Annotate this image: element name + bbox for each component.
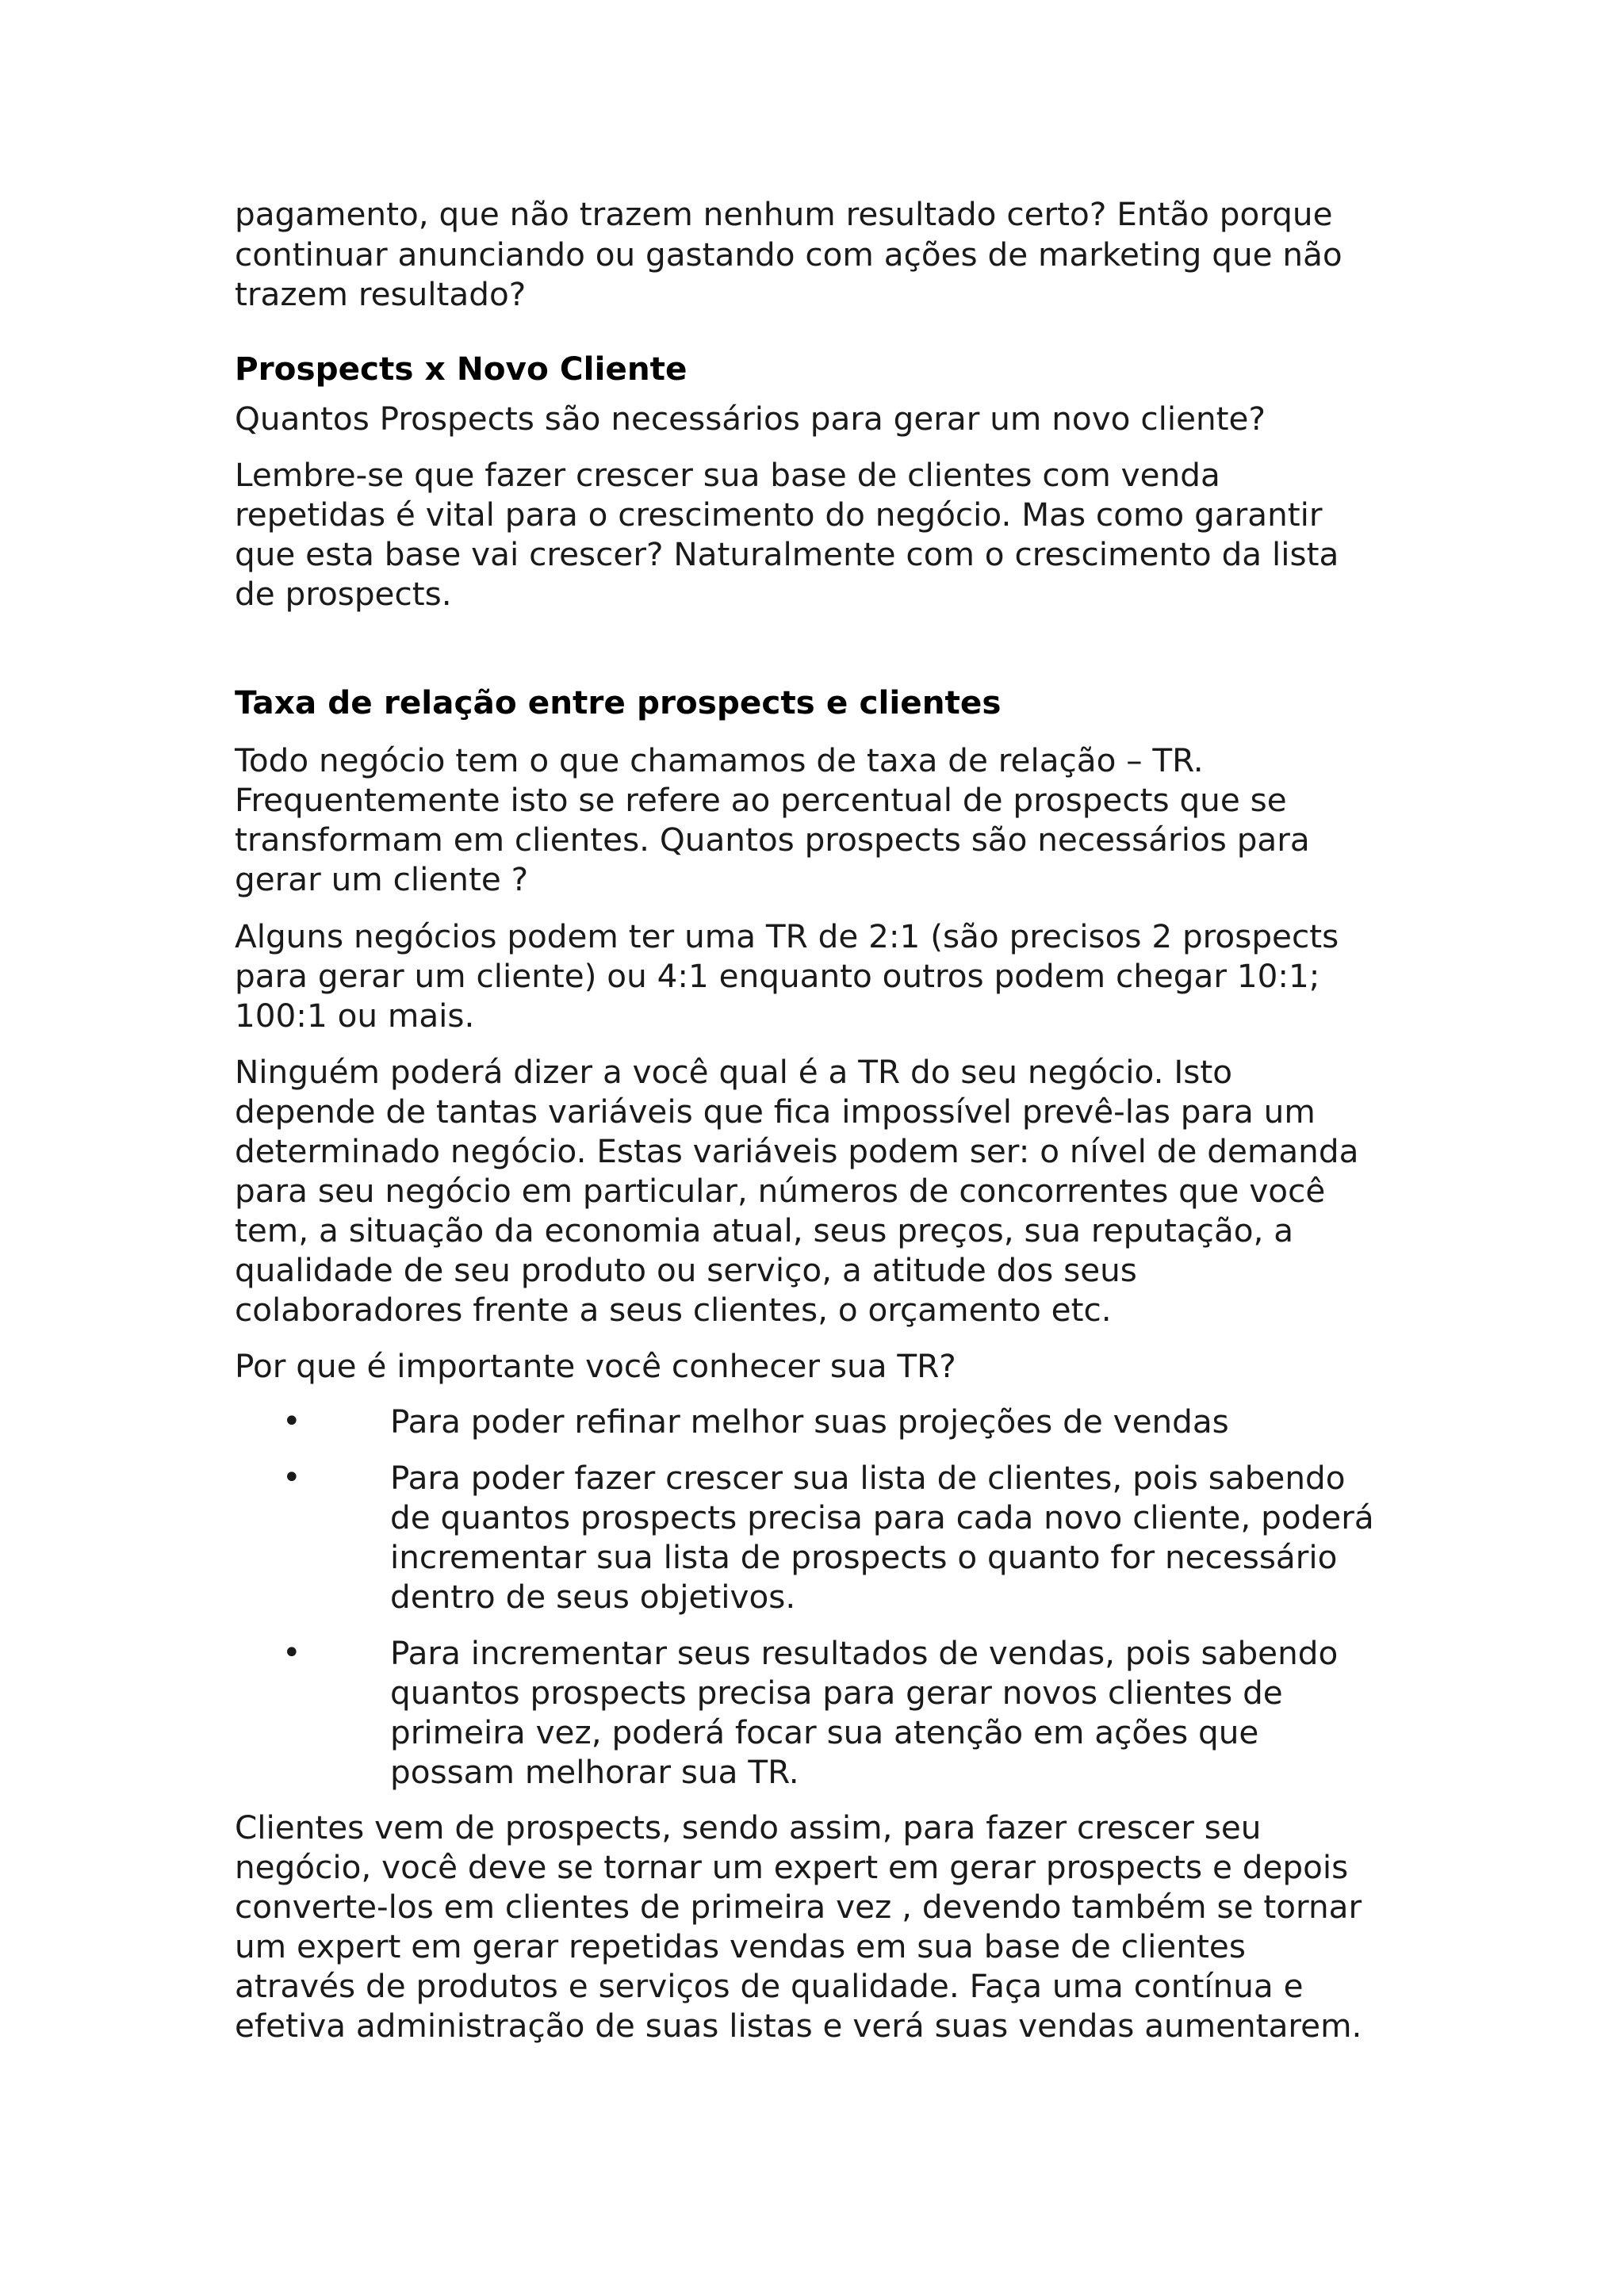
list-item-line: de quantos prospects precisa para cada novo cliente, poderá: [390, 1498, 1374, 1536]
list-item-line: Para poder refinar melhor suas projeções de vendas: [390, 1402, 1229, 1441]
bullet-icon: •: [282, 1460, 301, 1496]
body-text-line: continuar anunciando ou gastando com ações de marketing que não: [235, 235, 1342, 274]
body-text-line: para seu negócio em particular, números de concorrentes que você: [235, 1172, 1326, 1210]
body-text-line: Por que é importante você conhecer sua TR?: [235, 1347, 956, 1385]
bullet-icon: •: [282, 1635, 301, 1671]
body-text-line: Lembre-se que fazer crescer sua base de clientes com venda: [235, 456, 1220, 494]
body-text-line: pagamento, que não trazem nenhum resultado certo? Então porque: [235, 195, 1333, 233]
body-text-line: para gerar um cliente) ou 4:1 enquanto outros podem chegar 10:1;: [235, 957, 1320, 995]
body-text-line: um expert em gerar repetidas vendas em sua base de clientes: [235, 1927, 1246, 1965]
body-text-line: Clientes vem de prospects, sendo assim, para fazer crescer seu: [235, 1808, 1262, 1846]
body-text-line: efetiva administração de suas listas e verá suas vendas aumentarem.: [235, 2007, 1362, 2045]
body-text-line: Frequentemente isto se refere ao percentual de prospects que se: [235, 781, 1287, 819]
body-text-line: converte-los em clientes de primeira vez , devendo também se tornar: [235, 1888, 1362, 1926]
list-item-line: Para poder fazer crescer sua lista de clientes, pois sabendo: [390, 1459, 1346, 1497]
body-text-line: colaboradores frente a seus clientes, o orçamento etc.: [235, 1291, 1112, 1329]
body-text-line: Ninguém poderá dizer a você qual é a TR do seu negócio. Isto: [235, 1053, 1233, 1091]
list-item-line: dentro de seus objetivos.: [390, 1578, 796, 1616]
list-item-line: Para incrementar seus resultados de vendas, pois sabendo: [390, 1634, 1339, 1672]
body-text-line: trazem resultado?: [235, 275, 527, 313]
list-item-line: quantos prospects precisa para gerar novos clientes de: [390, 1674, 1283, 1712]
body-text-line: transformam em clientes. Quantos prospects são necessários para: [235, 821, 1310, 859]
body-text-line: tem, a situação da economia atual, seus preços, sua reputação, a: [235, 1211, 1294, 1249]
section-heading: Prospects x Novo Cliente: [235, 350, 688, 388]
body-text-line: gerar um cliente ?: [235, 860, 529, 898]
bullet-icon: •: [282, 1403, 301, 1440]
list-item-line: incrementar sua lista de prospects o quanto for necessário: [390, 1538, 1338, 1576]
section-heading: Taxa de relação entre prospects e clientes: [235, 683, 1002, 721]
list-item-line: primeira vez, poderá focar sua atenção em ações que: [390, 1713, 1259, 1751]
list-item-line: possam melhorar sua TR.: [390, 1753, 799, 1791]
body-text-line: depende de tantas variáveis que fica impossível prevê-las para um: [235, 1093, 1316, 1131]
body-text-line: Todo negócio tem o que chamamos de taxa de relação – TR.: [235, 741, 1204, 779]
body-text-line: 100:1 ou mais.: [235, 997, 475, 1035]
body-text-line: repetidas é vital para o crescimento do negócio. Mas como garantir: [235, 496, 1323, 534]
body-text-line: determinado negócio. Estas variáveis podem ser: o nível de demanda: [235, 1132, 1359, 1170]
body-text-line: através de produtos e serviços de qualidade. Faça uma contínua e: [235, 1967, 1304, 2005]
body-text-line: de prospects.: [235, 575, 452, 613]
body-text-line: Alguns negócios podem ter uma TR de 2:1 (são precisos 2 prospects: [235, 917, 1339, 955]
body-text-line: negócio, você deve se tornar um expert em gerar prospects e depois: [235, 1848, 1349, 1886]
body-text-line: que esta base vai crescer? Naturalmente com o crescimento da lista: [235, 535, 1339, 573]
body-text-line: Quantos Prospects são necessários para gerar um novo cliente?: [235, 400, 1266, 438]
body-text-line: qualidade de seu produto ou serviço, a atitude dos seus: [235, 1251, 1137, 1289]
